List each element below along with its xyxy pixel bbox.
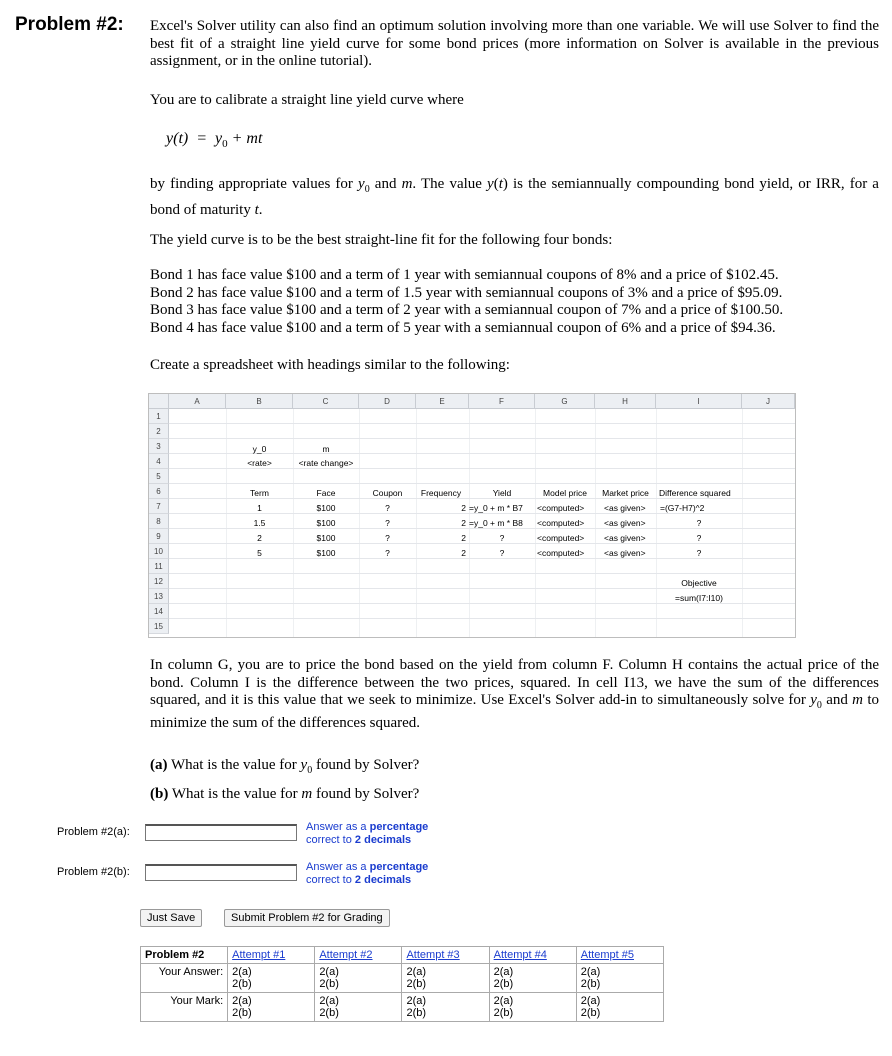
attempt-answer-cell: 2(a) 2(b) xyxy=(228,964,315,993)
row-header: 1 xyxy=(149,409,169,424)
cell-e8: 2 xyxy=(461,518,466,528)
header-face: Face xyxy=(316,488,336,498)
header-frequency: Frequency xyxy=(420,488,462,498)
attempt-3-link[interactable]: Attempt #3 xyxy=(406,949,460,961)
cell-i10: ? xyxy=(696,548,702,558)
cell-b10: 5 xyxy=(257,548,262,558)
cell-e10: 2 xyxy=(461,548,466,558)
answer-b-input[interactable] xyxy=(145,864,297,881)
attempt-1-link[interactable]: Attempt #1 xyxy=(232,949,286,961)
cell-g10: <computed> xyxy=(537,548,585,558)
submit-grading-button[interactable]: Submit Problem #2 for Grading xyxy=(224,909,390,927)
cell-i7: =(G7-H7)^2 xyxy=(660,503,705,513)
cell-g7: <computed> xyxy=(537,503,585,513)
cell-i9: ? xyxy=(696,533,702,543)
answer-a-label: Problem #2(a): xyxy=(57,826,130,838)
question-b: (b) What is the value for m found by Solver? xyxy=(150,786,420,802)
row-header: 15 xyxy=(149,619,169,634)
intro-paragraph: Excel's Solver utility can also find an optimum solution involving more than one variable. We will use Solver to find the best fit of a straight line yield curve for some bond prices (more information on Solver is available in the previous assignment, or in the online tutorial). xyxy=(150,18,879,69)
cell-h10: <as given> xyxy=(604,548,646,558)
attempt-4-link[interactable]: Attempt #4 xyxy=(493,949,547,961)
yield-curve-equation xyxy=(166,130,262,150)
attempt-answer-cell: 2(a) 2(b) xyxy=(315,964,402,993)
cell-b3: y_0 xyxy=(252,444,267,454)
your-mark-label: Your Mark: xyxy=(141,993,228,1022)
attempts-table xyxy=(140,946,664,1022)
spreadsheet-figure xyxy=(148,393,796,638)
attempt-mark-cell: 2(a) 2(b) xyxy=(315,993,402,1022)
attempt-answer-cell: 2(a) 2(b) xyxy=(489,964,576,993)
row-header: 9 xyxy=(149,529,169,544)
cell-c8: $100 xyxy=(316,518,336,528)
best-fit-text: The yield curve is to be the best straight-line fit for the following four bonds: xyxy=(150,232,613,248)
attempt-mark-cell: 2(a) 2(b) xyxy=(402,993,489,1022)
attempt-mark-cell: 2(a) 2(b) xyxy=(489,993,576,1022)
attempt-5-link[interactable]: Attempt #5 xyxy=(580,949,634,961)
cell-b9: 2 xyxy=(257,533,262,543)
col-header-j: J xyxy=(742,394,795,409)
attempt-mark-cell: 2(a) 2(b) xyxy=(228,993,315,1022)
header-term: Term xyxy=(250,488,269,498)
col-header-c: C xyxy=(293,394,359,409)
cell-c9: $100 xyxy=(316,533,336,543)
row-header: 13 xyxy=(149,589,169,604)
cell-c3: m xyxy=(322,444,330,454)
row-header: 4 xyxy=(149,454,169,469)
cell-b8: 1.5 xyxy=(253,518,266,528)
col-header-a: A xyxy=(169,394,226,409)
row-header: 8 xyxy=(149,514,169,529)
question-a: (a) What is the value for $y_0$ found by Solver? xyxy=(150,757,420,776)
cell-b7: 1 xyxy=(257,503,262,513)
row-header: 12 xyxy=(149,574,169,589)
answer-a-hint: Answer as a percentage correct to 2 decimals xyxy=(306,821,429,846)
row-header: 7 xyxy=(149,499,169,514)
cell-i8: ? xyxy=(696,518,702,528)
col-header-e: E xyxy=(416,394,469,409)
row-header: 14 xyxy=(149,604,169,619)
header-coupon: Coupon xyxy=(372,488,403,498)
cell-e7: 2 xyxy=(461,503,466,513)
cell-c7: $100 xyxy=(316,503,336,513)
col-header-i: I xyxy=(656,394,742,409)
attempt-2-link[interactable]: Attempt #2 xyxy=(319,949,373,961)
answer-b-hint: Answer as a percentage correct to 2 decimals xyxy=(306,861,429,886)
cell-i12: Objective xyxy=(681,578,717,588)
header-difference-squared: Difference squared xyxy=(659,488,731,498)
cell-d7: ? xyxy=(385,503,390,513)
row-header: 10 xyxy=(149,544,169,559)
finding-paragraph: by finding appropriate values for $y_0$ and m. The value y(t) is the semiannually compounding bond yield, or IRR, for a bond of maturity t. xyxy=(150,176,879,218)
bond-3: Bond 3 has face value $100 and a term of 2 year with a semiannual coupon of 7% and a price of $100.50. xyxy=(150,302,784,318)
col-header-d: D xyxy=(359,394,416,409)
attempt-answer-cell: 2(a) 2(b) xyxy=(576,964,663,993)
header-yield: Yield xyxy=(492,488,512,498)
row-header: 5 xyxy=(149,469,169,484)
cell-f7: =y_0 + m * B7 xyxy=(469,503,523,513)
col-header-h: H xyxy=(595,394,656,409)
cell-f10: ? xyxy=(499,548,505,558)
cell-h8: <as given> xyxy=(604,518,646,528)
header-market-price: Market price xyxy=(602,488,649,498)
attempt-answer-cell: 2(a) 2(b) xyxy=(402,964,489,993)
bond-1: Bond 1 has face value $100 and a term of 1 year with semiannual coupons of 8% and a price of $102.45. xyxy=(150,267,779,283)
cell-f9: ? xyxy=(499,533,505,543)
cell-f8: =y_0 + m * B8 xyxy=(469,518,523,528)
row-header: 6 xyxy=(149,484,169,499)
cell-d9: ? xyxy=(385,533,390,543)
answer-a-input[interactable] xyxy=(145,824,297,841)
cell-e9: 2 xyxy=(461,533,466,543)
row-header: 11 xyxy=(149,559,169,574)
col-header-g: G xyxy=(535,394,595,409)
cell-i13: =sum(I7:I10) xyxy=(675,593,723,603)
col-header-b: B xyxy=(226,394,293,409)
cell-b4: <rate> xyxy=(247,458,272,468)
cell-c4: <rate change> xyxy=(298,458,354,468)
sheet-corner xyxy=(149,394,169,409)
col-header-f: F xyxy=(469,394,535,409)
calibrate-text: You are to calibrate a straight line yield curve where xyxy=(150,92,464,108)
cell-d10: ? xyxy=(385,548,390,558)
cell-d8: ? xyxy=(385,518,390,528)
bond-4: Bond 4 has face value $100 and a term of 5 year with a semiannual coupon of 6% and a price of $94.36. xyxy=(150,319,776,336)
just-save-button[interactable]: Just Save xyxy=(140,909,202,927)
cell-h7: <as given> xyxy=(604,503,646,513)
equation-text: $y(t) = y_0$ + mt xyxy=(166,130,263,151)
cell-h9: <as given> xyxy=(604,533,646,543)
bond-list xyxy=(150,267,783,337)
cell-c10: $100 xyxy=(316,548,336,558)
your-answer-label: Your Answer: xyxy=(141,964,228,993)
column-g-paragraph: In column G, you are to price the bond based on the yield from column F. Column H contains the actual price of the bond. Column I is the difference between the two prices, squared. In cell I13, we have the sum of the differences squared, and it is this value that we seek to minimize. Use Excel's Solver add-in to simultaneously solve for $y_0$ and m to minimize the sum of the differences squared. xyxy=(150,657,879,731)
answer-b-label: Problem #2(b): xyxy=(57,866,130,878)
cell-g9: <computed> xyxy=(537,533,585,543)
row-header: 3 xyxy=(149,439,169,454)
bond-2: Bond 2 has face value $100 and a term of 1.5 year with semiannual coupons of 3% and a price of $95.09. xyxy=(150,284,783,301)
attempts-header: Problem #2 xyxy=(145,949,205,961)
row-header: 2 xyxy=(149,424,169,439)
cell-g8: <computed> xyxy=(537,518,585,528)
attempt-mark-cell: 2(a) 2(b) xyxy=(576,993,663,1022)
create-text: Create a spreadsheet with headings similar to the following: xyxy=(150,357,510,373)
header-model-price: Model price xyxy=(543,488,587,498)
problem-title: Problem #2: xyxy=(15,14,124,35)
